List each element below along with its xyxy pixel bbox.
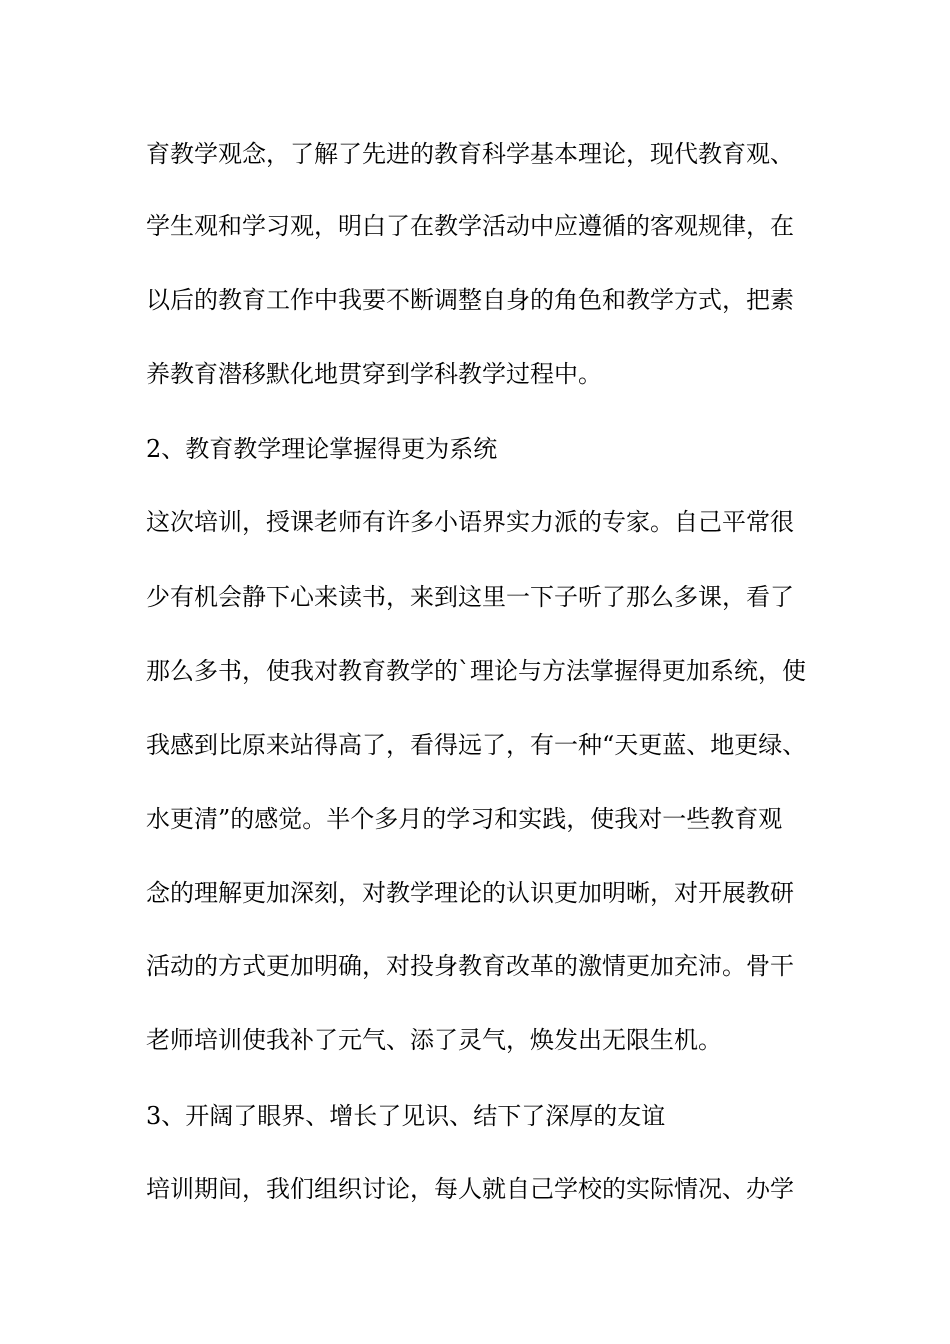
- text-line: 那么多书，使我对教育教学的`理论与方法掌握得更加系统，使: [146, 657, 806, 685]
- text-line: 育教学观念，了解了先进的教育科学基本理论，现代教育观、: [146, 140, 794, 168]
- text-line: 少有机会静下心来读书，来到这里一下子听了那么多课，看了: [146, 583, 794, 611]
- text-line: 活动的方式更加明确，对投身教育改革的激情更加充沛。骨干: [146, 952, 794, 980]
- text-line: 学生观和学习观，明白了在教学活动中应遵循的客观规律，在: [146, 212, 794, 240]
- text-line: 水更清”的感觉。半个多月的学习和实践，使我对一些教育观: [146, 805, 783, 833]
- text-line: 念的理解更加深刻，对教学理论的认识更加明晰，对开展教研: [146, 879, 794, 907]
- text-line: 我感到比原来站得高了，看得远了，有一种“天更蓝、地更绿、: [146, 731, 807, 759]
- text-line: 这次培训，授课老师有许多小语界实力派的专家。自己平常很: [146, 508, 794, 536]
- text-line: 老师培训使我补了元气、添了灵气，焕发出无限生机。: [146, 1026, 722, 1054]
- section-heading: 2、教育教学理论掌握得更为系统: [146, 435, 498, 463]
- text-line: 以后的教育工作中我要不断调整自身的角色和教学方式，把素: [146, 286, 794, 314]
- text-line: 培训期间，我们组织讨论，每人就自己学校的实际情况、办学: [146, 1175, 794, 1203]
- section-heading: 3、开阔了眼界、增长了见识、结下了深厚的友谊: [146, 1102, 666, 1130]
- text-line: 养教育潜移默化地贯穿到学科教学过程中。: [146, 360, 602, 388]
